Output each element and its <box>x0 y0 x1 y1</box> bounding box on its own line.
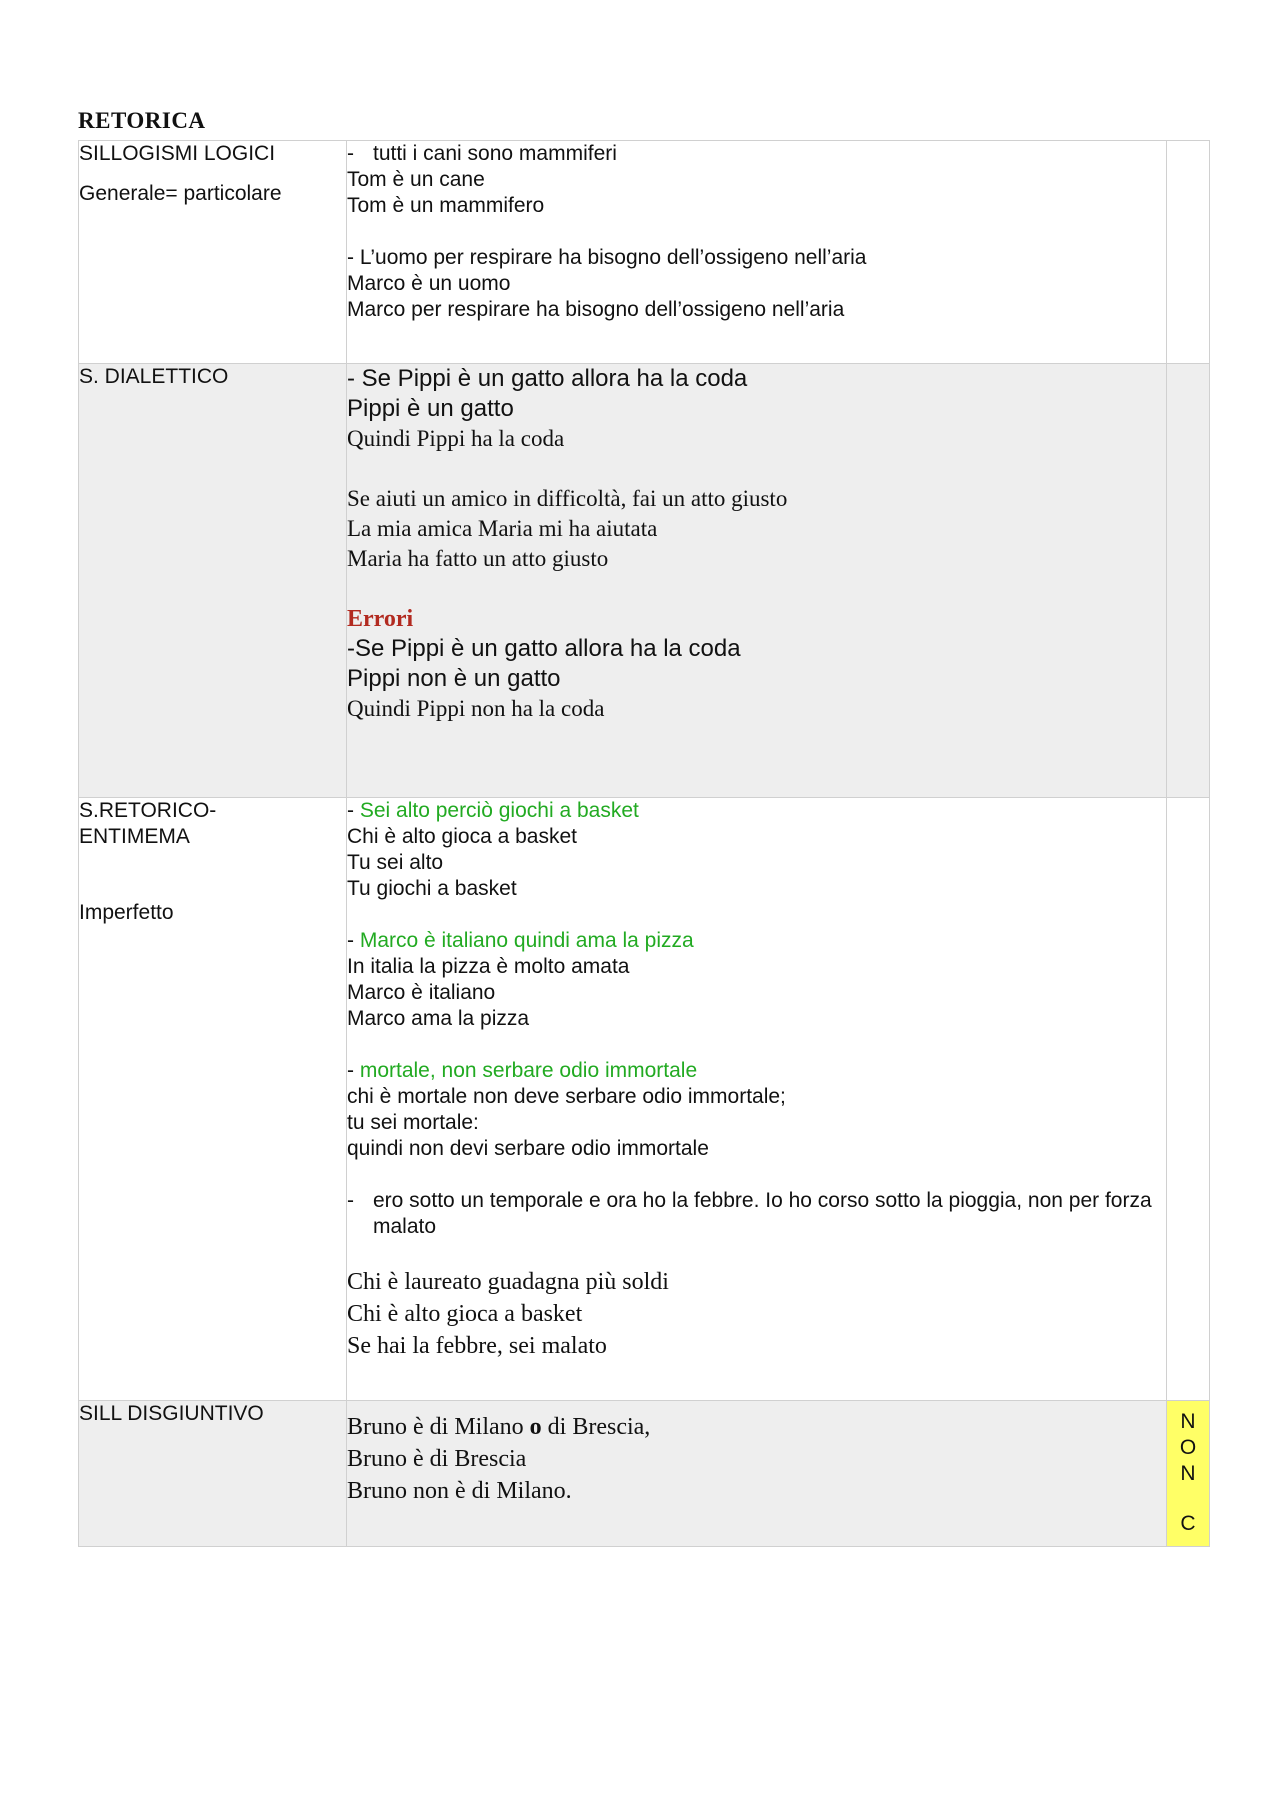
side-letter: N <box>1180 1410 1196 1433</box>
example-line: - ero sotto un temporale e ora ho la febbre. Io ho corso sotto la pioggia, non per forza malato <box>347 1189 1152 1238</box>
row-sublabel: Imperfetto <box>79 901 174 924</box>
row-label: S. DIALETTICO <box>79 365 229 388</box>
row-label-cell <box>79 798 347 1401</box>
row-sublabel: Generale= particolare <box>79 182 282 205</box>
side-letter: N <box>1180 1462 1196 1485</box>
row-label-cell <box>79 364 347 798</box>
row-label: SILLOGISMI LOGICI <box>79 142 276 165</box>
side-cell <box>1167 364 1210 798</box>
side-cell <box>1167 141 1210 364</box>
example-line: Quindi Pippi non ha la coda <box>347 696 605 721</box>
example-line: - tutti i cani sono mammiferi <box>347 142 617 165</box>
example-line: Marco è un uomo <box>347 272 511 295</box>
example-heading: - Marco è italiano quindi ama la pizza <box>347 929 694 952</box>
table-row-dialettico <box>79 364 1210 798</box>
example-line: Pippi non è un gatto <box>347 665 561 692</box>
example-line: - Se Pippi è un gatto allora ha la coda <box>347 365 748 392</box>
example-line: La mia amica Maria mi ha aiutata <box>347 516 658 541</box>
example-line: Chi è alto gioca a basket <box>347 825 577 848</box>
example-line: Bruno è di Brescia <box>347 1446 527 1472</box>
row-content-cell <box>347 141 1167 364</box>
highlighted-side-cell <box>1167 1401 1210 1547</box>
example-line: Chi è alto gioca a basket <box>347 1301 583 1327</box>
example-line: chi è mortale non deve serbare odio immortale; <box>347 1085 786 1108</box>
errors-heading: Errori <box>347 606 414 632</box>
example-line: Maria ha fatto un atto giusto <box>347 546 609 571</box>
example-line: Quindi Pippi ha la coda <box>347 426 565 451</box>
example-line: Tom è un cane <box>347 168 485 191</box>
example-line: tu sei mortale: <box>347 1111 479 1134</box>
page-title: RETORICA <box>78 108 206 133</box>
row-content-cell <box>347 798 1167 1401</box>
row-label-cell <box>79 141 347 364</box>
rhetoric-table <box>78 140 1210 1547</box>
table-row-retorico-entimema <box>79 798 1210 1401</box>
side-cell <box>1167 798 1210 1401</box>
example-line: Bruno è di Milano o di Brescia, <box>347 1414 651 1440</box>
example-heading: - Sei alto perciò giochi a basket <box>347 799 639 822</box>
row-label: SILL DISGIUNTIVO <box>79 1402 264 1425</box>
table-row-sillogismi-logici <box>79 141 1210 364</box>
row-label-cell <box>79 1401 347 1547</box>
side-letter: C <box>1180 1512 1196 1535</box>
example-line: Tu giochi a basket <box>347 877 517 900</box>
example-line: Marco ama la pizza <box>347 1007 530 1030</box>
table-row-disgiuntivo <box>79 1401 1210 1547</box>
row-content-cell <box>347 364 1167 798</box>
example-line: Bruno non è di Milano. <box>347 1478 572 1504</box>
example-line: Pippi è un gatto <box>347 395 514 422</box>
example-heading: - mortale, non serbare odio immortale <box>347 1059 698 1082</box>
example-line: Se aiuti un amico in difficoltà, fai un atto giusto <box>347 486 788 511</box>
example-line: quindi non devi serbare odio immortale <box>347 1137 709 1160</box>
example-line: -Se Pippi è un gatto allora ha la coda <box>347 635 741 662</box>
example-line: In italia la pizza è molto amata <box>347 955 630 978</box>
side-letter: O <box>1179 1436 1197 1459</box>
example-line: Marco è italiano <box>347 981 496 1004</box>
row-content-cell <box>347 1401 1167 1547</box>
row-label: S.RETORICO-ENTIMEMA <box>79 799 217 848</box>
example-line: Marco per respirare ha bisogno dell’ossigeno nell’aria <box>347 298 845 321</box>
example-line: Tom è un mammifero <box>347 194 545 217</box>
example-line: Se hai la febbre, sei malato <box>347 1333 607 1359</box>
example-line: Chi è laureato guadagna più soldi <box>347 1269 669 1295</box>
example-line: - L’uomo per respirare ha bisogno dell’ossigeno nell’aria <box>347 246 867 269</box>
example-line: Tu sei alto <box>347 851 444 874</box>
